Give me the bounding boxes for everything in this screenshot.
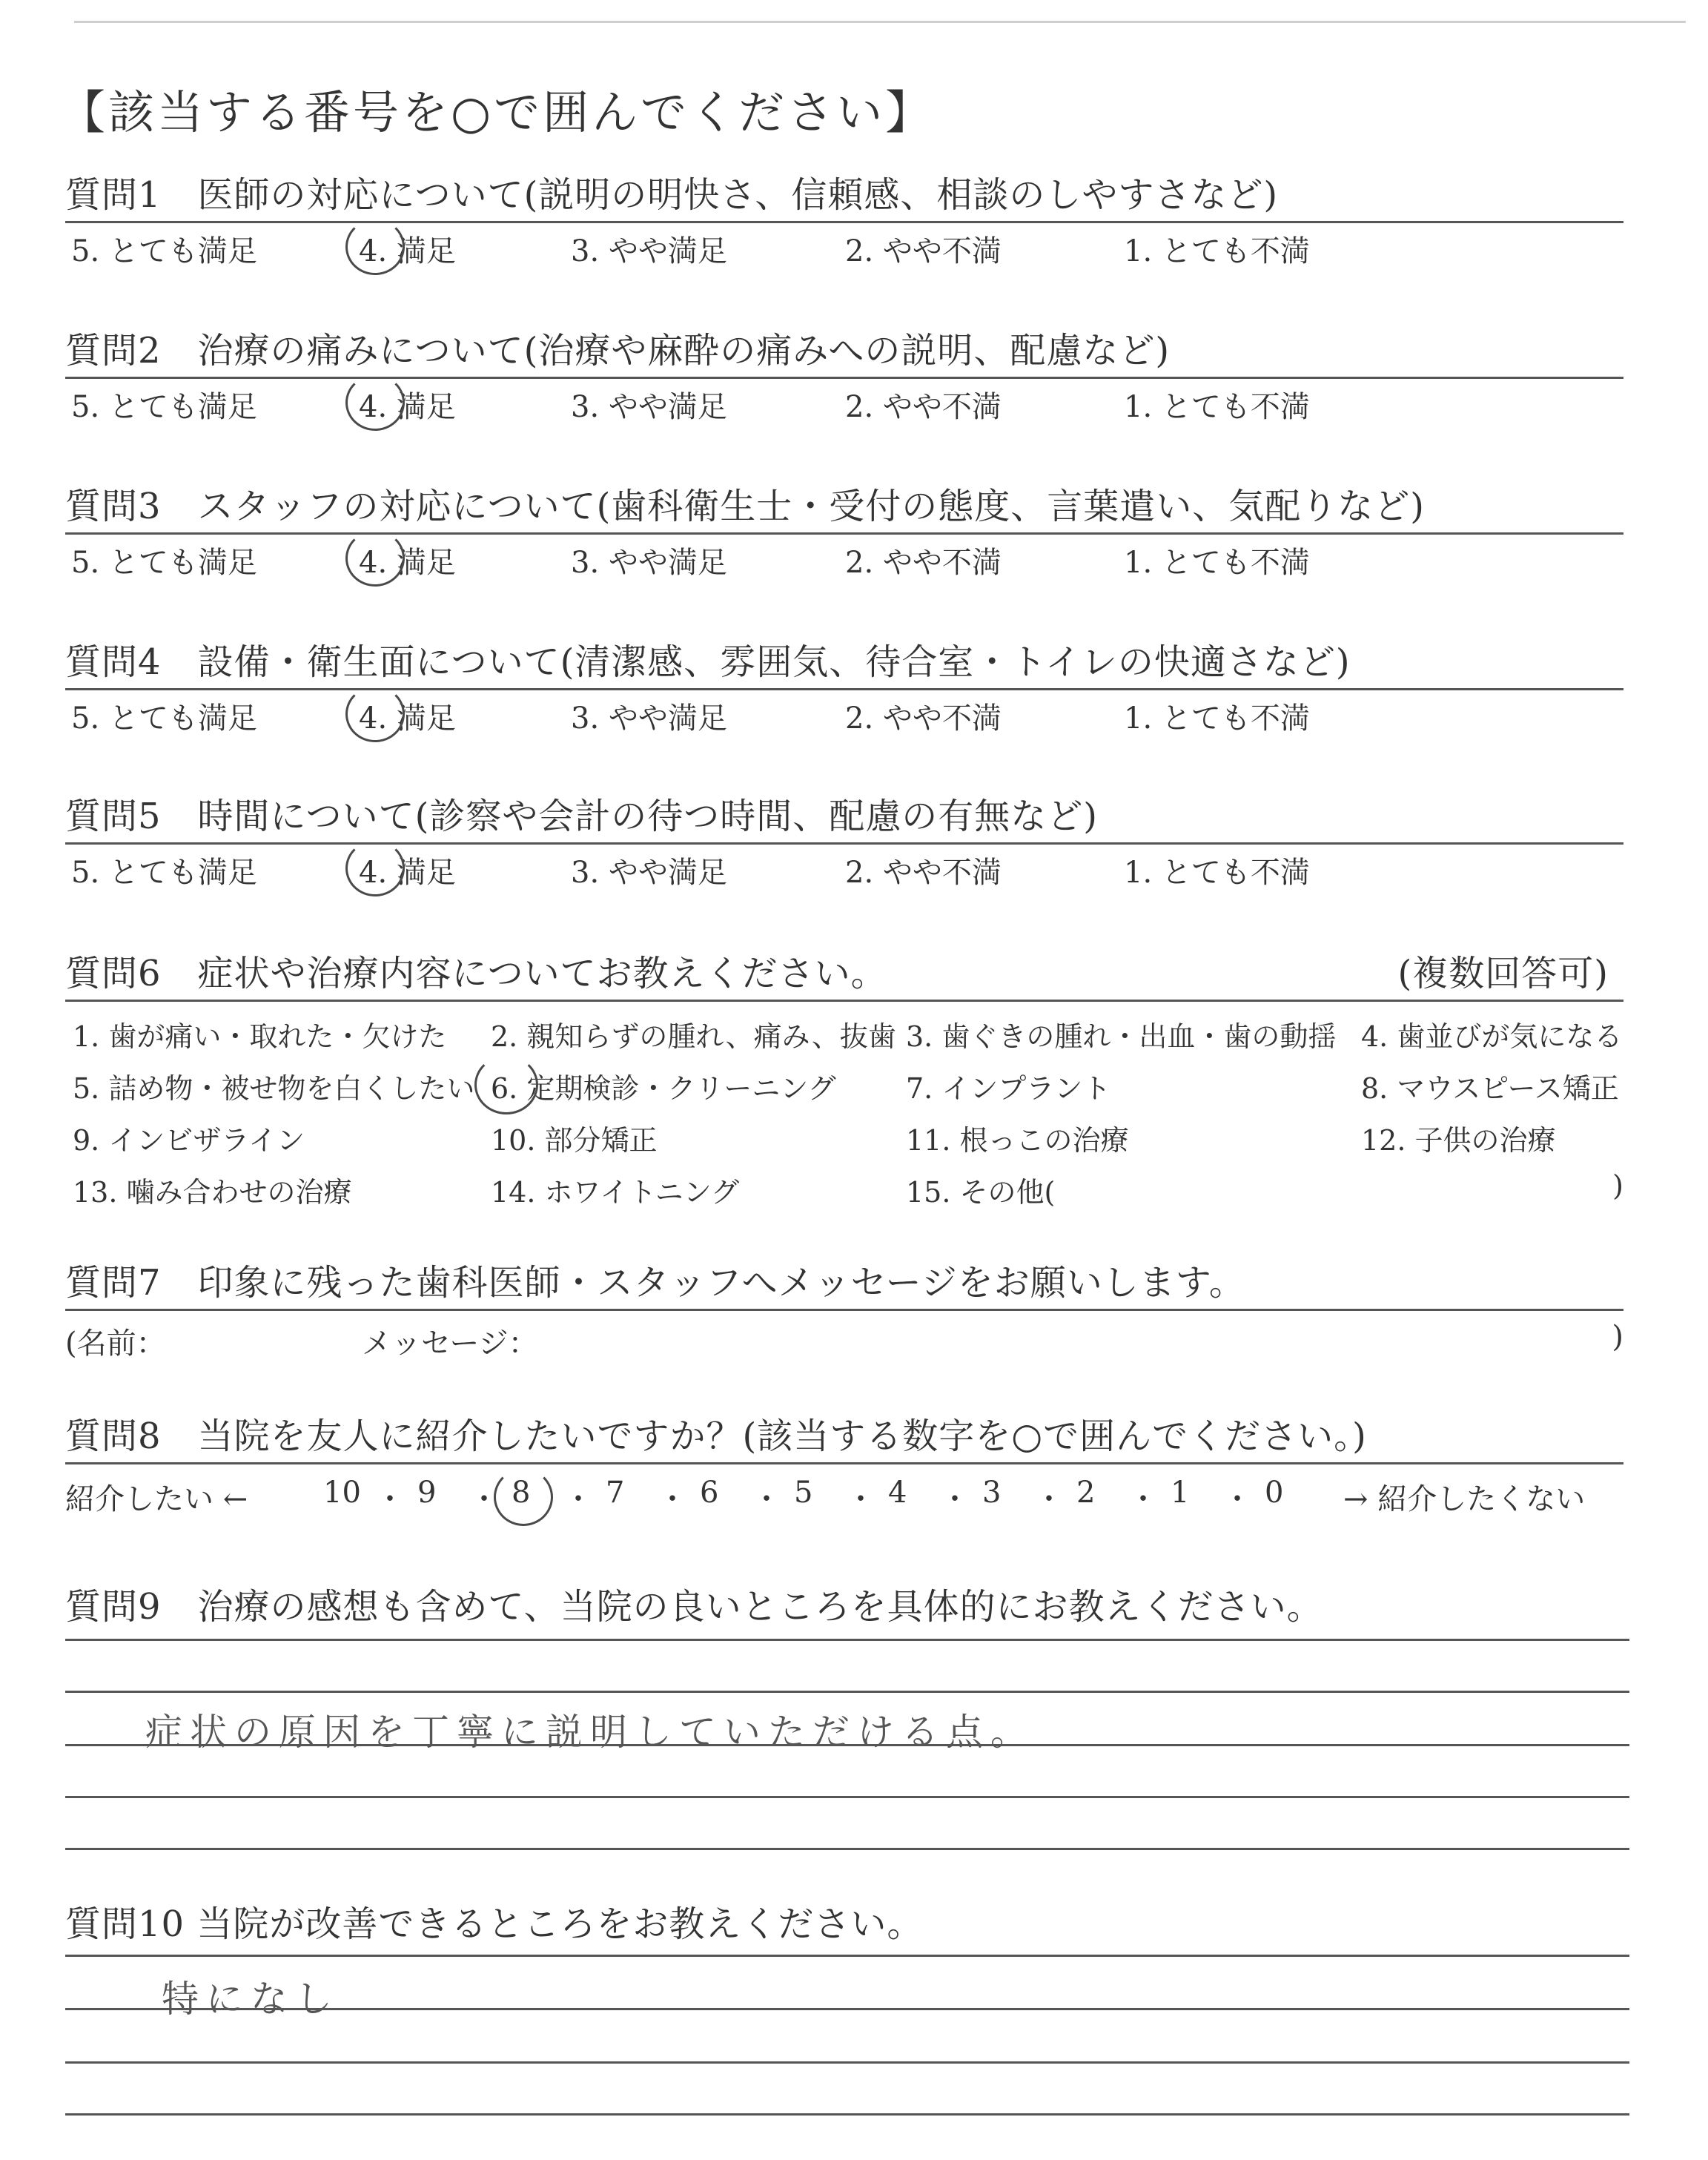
- scale-value-6[interactable]: 6: [700, 1476, 719, 1510]
- question-10-title: 質問10 当院が改善できるところをお教えください。: [65, 1903, 924, 1945]
- answer-line: [65, 2061, 1629, 2064]
- symptom-option-3[interactable]: 3. 歯ぐきの腫れ・出血・歯の動揺: [906, 1020, 1337, 1053]
- scale-separator: ・: [1222, 1482, 1252, 1516]
- scale-separator: ・: [752, 1482, 781, 1516]
- question-9-title: 質問9 治療の感想も含めて、当院の良いところを具体的にお教えください。: [65, 1586, 1323, 1628]
- symptom-option-14[interactable]: 14. ホワイトニング: [491, 1176, 740, 1209]
- rating-option-4[interactable]: 4. 満足: [359, 234, 456, 268]
- scale-value-2[interactable]: 2: [1076, 1476, 1096, 1510]
- multiple-answer-note: (複数回答可): [1397, 953, 1609, 994]
- answer-line: [65, 1955, 1629, 1957]
- question-6: [65, 948, 1623, 1217]
- question-5-title: 質問5 時間について(診察や会計の待つ時間、配慮の有無など): [65, 796, 1099, 837]
- answer-line: [65, 1796, 1629, 1798]
- question-4: [65, 636, 1623, 738]
- other-close-paren: ): [1612, 1169, 1623, 1202]
- rating-option-5[interactable]: 5. とても満足: [71, 390, 257, 424]
- rating-option-2[interactable]: 2. やや不満: [845, 390, 1002, 424]
- rating-option-2[interactable]: 2. やや不満: [845, 546, 1002, 580]
- symptom-option-11[interactable]: 11. 根っこの治療: [906, 1124, 1129, 1157]
- rating-option-5[interactable]: 5. とても満足: [71, 856, 257, 890]
- rating-options: [65, 535, 1623, 582]
- symptom-option-5[interactable]: 5. 詰め物・被せ物を白くしたい: [73, 1072, 475, 1105]
- scale-value-0[interactable]: 0: [1265, 1476, 1284, 1510]
- question-8: [65, 1410, 1623, 1464]
- question-1: [65, 169, 1623, 271]
- rating-option-4[interactable]: 4. 満足: [359, 546, 456, 580]
- rating-option-4[interactable]: 4. 満足: [359, 390, 456, 424]
- rating-option-3[interactable]: 3. やや満足: [571, 856, 727, 890]
- rating-options: [65, 845, 1623, 892]
- question-10-handwritten-answer: 特になし: [162, 1978, 340, 2021]
- rating-option-1[interactable]: 1. とても不満: [1124, 390, 1310, 424]
- rating-option-3[interactable]: 3. やや満足: [571, 234, 727, 268]
- rating-option-4[interactable]: 4. 満足: [359, 701, 456, 736]
- rating-option-3[interactable]: 3. やや満足: [571, 390, 727, 424]
- rating-option-1[interactable]: 1. とても不満: [1124, 701, 1310, 736]
- question-6-title: 質問6 症状や治療内容についてお教えください。: [65, 953, 887, 994]
- symptom-option-1[interactable]: 1. 歯が痛い・取れた・欠けた: [73, 1020, 447, 1053]
- answer-line: [65, 1848, 1629, 1850]
- rating-options: [65, 379, 1623, 426]
- selection-circle: [345, 840, 405, 896]
- scale-separator: ・: [658, 1482, 687, 1516]
- scale-value-5[interactable]: 5: [794, 1476, 813, 1510]
- rating-option-3[interactable]: 3. やや満足: [571, 546, 727, 580]
- question-3-title: 質問3 スタッフの対応について(歯科衛生士・受付の態度、言葉遣い、気配りなど): [65, 486, 1426, 527]
- question-2: [65, 325, 1623, 426]
- rating-option-2[interactable]: 2. やや不満: [845, 856, 1002, 890]
- scale-value-9[interactable]: 9: [417, 1476, 437, 1510]
- question-3: [65, 480, 1623, 582]
- rating-option-2[interactable]: 2. やや不満: [845, 701, 1002, 736]
- selection-circle: [345, 686, 405, 742]
- symptom-option-12[interactable]: 12. 子供の治療: [1361, 1124, 1556, 1157]
- scale-separator: ・: [940, 1482, 970, 1516]
- question-1-title: 質問1 医師の対応について(説明の明快さ、信頼感、相談のしやすさなど): [65, 174, 1279, 216]
- rating-option-1[interactable]: 1. とても不満: [1124, 856, 1310, 890]
- question-10: [65, 1898, 1623, 1950]
- symptom-option-6[interactable]: 6. 定期検診・クリーニング: [491, 1072, 836, 1105]
- scale-separator: ・: [469, 1482, 499, 1516]
- symptom-option-15[interactable]: 15. その他(: [906, 1176, 1056, 1209]
- scale-separator: ・: [375, 1482, 405, 1516]
- top-edge-line: [74, 21, 1686, 23]
- question-7: [65, 1257, 1623, 1363]
- name-label: (名前：: [65, 1327, 166, 1361]
- scale-separator: ・: [563, 1482, 593, 1516]
- not-recommend-label: → 紹介したくない: [1343, 1482, 1586, 1516]
- symptom-option-8[interactable]: 8. マウスピース矯正: [1361, 1072, 1619, 1105]
- question-6-options: [65, 1002, 1623, 1217]
- rating-option-3[interactable]: 3. やや満足: [571, 701, 727, 736]
- answer-line: [65, 1639, 1629, 1641]
- symptom-option-10[interactable]: 10. 部分矯正: [491, 1124, 658, 1157]
- symptom-option-9[interactable]: 9. インビザライン: [73, 1124, 305, 1157]
- scale-separator: ・: [1128, 1482, 1158, 1516]
- scale-value-3[interactable]: 3: [982, 1476, 1002, 1510]
- question-5: [65, 790, 1623, 892]
- rating-option-2[interactable]: 2. やや不満: [845, 234, 1002, 268]
- rating-option-4[interactable]: 4. 満足: [359, 856, 456, 890]
- message-close-paren: ): [1612, 1320, 1623, 1354]
- question-2-title: 質問2 治療の痛みについて(治療や麻酔の痛みへの説明、配慮など): [65, 330, 1171, 371]
- scale-separator: ・: [846, 1482, 875, 1516]
- rating-option-1[interactable]: 1. とても不満: [1124, 234, 1310, 268]
- scale-value-7[interactable]: 7: [606, 1476, 625, 1510]
- scale-separator: ・: [1034, 1482, 1064, 1516]
- selection-circle: [494, 1468, 553, 1526]
- rating-options: [65, 690, 1623, 738]
- scale-value-1[interactable]: 1: [1171, 1476, 1190, 1510]
- symptom-option-2[interactable]: 2. 親知らずの腫れ、痛み、抜歯: [491, 1020, 896, 1053]
- recommend-label: 紹介したい ←: [65, 1482, 248, 1516]
- question-9-handwritten-answer: 症状の原因を丁寧に説明していただける点。: [145, 1711, 1035, 1754]
- question-4-title: 質問4 設備・衛生面について(清潔感、雰囲気、待合室・トイレの快適さなど): [65, 641, 1351, 683]
- selection-circle: [345, 374, 405, 431]
- answer-line: [65, 1691, 1629, 1693]
- form-header: 【該当する番号を○で囲んでください】: [59, 85, 935, 139]
- rating-option-5[interactable]: 5. とても満足: [71, 546, 257, 580]
- question-7-title: 質問7 印象に残った歯科医師・スタッフへメッセージをお願いします。: [65, 1262, 1245, 1304]
- selection-circle: [474, 1055, 538, 1114]
- selection-circle: [345, 530, 405, 587]
- rating-option-5[interactable]: 5. とても満足: [71, 701, 257, 736]
- symptom-option-13[interactable]: 13. 噛み合わせの治療: [73, 1176, 352, 1209]
- scale-value-10[interactable]: 10: [323, 1476, 361, 1510]
- question-8-title: 質問8 当院を友人に紹介したいですか？(該当する数字を○で囲んでください。): [65, 1416, 1367, 1457]
- question-8-rule: [65, 1462, 1623, 1464]
- question-9: [65, 1581, 1623, 1633]
- rating-option-5[interactable]: 5. とても満足: [71, 234, 257, 268]
- selection-circle: [345, 219, 405, 275]
- rating-option-1[interactable]: 1. とても不満: [1124, 546, 1310, 580]
- symptom-option-4[interactable]: 4. 歯並びが気になる: [1361, 1020, 1623, 1053]
- symptom-option-7[interactable]: 7. インプラント: [906, 1072, 1111, 1105]
- scale-value-8[interactable]: 8: [512, 1476, 531, 1510]
- scale-value-4[interactable]: 4: [888, 1476, 907, 1510]
- rating-options: [65, 223, 1623, 271]
- message-label: メッセージ：: [362, 1327, 538, 1361]
- answer-line: [65, 2113, 1629, 2116]
